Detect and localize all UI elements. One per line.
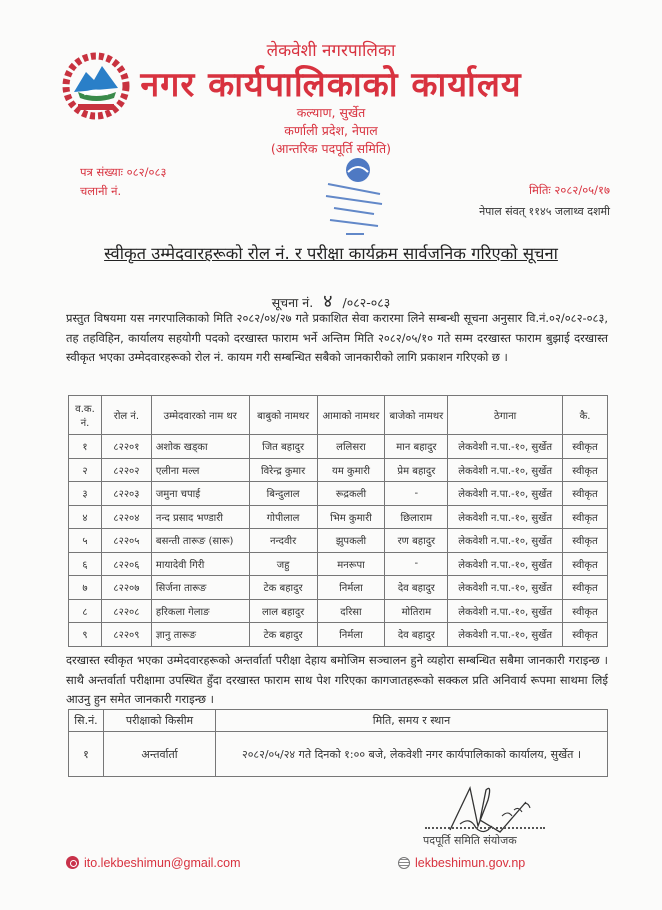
interview-paragraph: दरखास्त स्वीकृत भएका उम्मेदवारहरूको अन्तर्वार्ता परीक्षा देहाय बमोजिम सञ्चालन हुने व्यहोरा सम्बन्धित सबैमा जानकारी गराइन्छ । साथै अन्तर्वार्ता परीक्षामा उपस्थित हुँदा दरखास्त फाराम साथ पेश गरिएका कागजातहरूको सक्कल प्रति अनिवार्य रूपमा साथमा लिई आउनु हुन समेत जानकारी गराइन्छ । xyxy=(66,653,608,706)
col-header-mother: आमाको नामथर xyxy=(317,396,385,435)
col-header-roll: रोल नं. xyxy=(101,396,151,435)
cell-remarks: स्वीकृत xyxy=(562,458,607,482)
cell-serial: ९ xyxy=(69,623,102,647)
notice-subject: स्वीकृत उम्मेदवारहरूको रोल नं. र परीक्षा कार्यक्रम सार्वजनिक गरिएको सूचना xyxy=(104,244,558,263)
exam-type: अन्तर्वार्ता xyxy=(104,732,216,777)
col-header-address: ठेगाना xyxy=(448,396,563,435)
cell-mother-name: भिम कुमारी xyxy=(317,505,385,529)
cell-mother-name: ललिसरा xyxy=(317,435,385,459)
cell-address: लेकवेशी न.पा.-१०, सुर्खेत xyxy=(448,529,563,553)
cell-grandfather-name: छिलाराम xyxy=(385,505,448,529)
cell-candidate-name: हरिकला गेलाङ xyxy=(151,599,249,623)
cell-mother-name: झुपकली xyxy=(317,529,385,553)
office-title: नगर कार्यपालिकाको कार्यालय xyxy=(140,65,522,105)
cell-roll-no: ८२२०२ xyxy=(101,458,151,482)
table-row xyxy=(69,576,608,600)
col-header-father: बाबुको नामथर xyxy=(249,396,317,435)
cell-candidate-name: ज्ञानु तारूङ xyxy=(151,623,249,647)
intro-paragraph: प्रस्तुत विषयमा यस नगरपालिकाको मिति २०८२/०४/२७ गते प्रकाशित सेवा करारमा लिने सम्बन्धी सूचना अनुसार वि.नं.०२/०८२-०८३, तह तहविहिन, कार्यालय सहयोगी पदको दरखास्त फाराम भर्ने अन्तिम मिति २०८२/०५/१० गते सम्म दरखास्त फाराम बुझाई दरखास्त स्वीकृत भएका उम्मेदवारहरूको रोल नं. कायम गरी सम्बन्धित सबैको जानकारीको लागि प्रकाशन गरिएको छ । xyxy=(66,311,608,364)
table-row xyxy=(69,482,608,506)
table-row xyxy=(69,623,608,647)
cell-roll-no: ८२२०१ xyxy=(101,435,151,459)
cell-mother-name: निर्मला xyxy=(317,623,385,647)
exam-schedule-table xyxy=(68,709,608,777)
cell-mother-name: यम कुमारी xyxy=(317,458,385,482)
cell-grandfather-name: रण बहादुर xyxy=(385,529,448,553)
cell-candidate-name: अशोक खड्का xyxy=(151,435,249,459)
cell-grandfather-name: मान बहादुर xyxy=(385,435,448,459)
notice-number-value: ४ xyxy=(323,291,333,312)
exam-datetime-place: २०८२/०५/२४ गते दिनको १:०० बजे, लेकवेशी नगर कार्यपालिकाको कार्यालय, सुर्खेत । xyxy=(216,732,608,777)
cell-remarks: स्वीकृत xyxy=(562,529,607,553)
email-icon xyxy=(66,856,79,869)
nepal-sambat-date: नेपाल संवत् ११४५ जलाथ्व दशमी xyxy=(479,205,610,218)
official-stamp xyxy=(320,150,390,242)
cell-father-name: गोपीलाल xyxy=(249,505,317,529)
col-header-grandfather: बाजेको नामथर xyxy=(385,396,448,435)
cell-serial: ८ xyxy=(69,599,102,623)
col-header-name: उम्मेदवारको नाम थर xyxy=(151,396,249,435)
cell-roll-no: ८२२०६ xyxy=(101,552,151,576)
table-row xyxy=(69,435,608,459)
exam-col-type: परीक्षाको किसीम xyxy=(104,710,216,732)
cell-father-name: जहु xyxy=(249,552,317,576)
cell-mother-name: रूद्रकली xyxy=(317,482,385,506)
cell-serial: ६ xyxy=(69,552,102,576)
col-header-remarks: कै. xyxy=(562,396,607,435)
cell-address: लेकवेशी न.पा.-१०, सुर्खेत xyxy=(448,552,563,576)
candidates-table xyxy=(68,395,608,647)
table-row xyxy=(69,458,608,482)
cell-father-name: लाल बहादुर xyxy=(249,599,317,623)
exam-serial: १ xyxy=(69,732,104,777)
cell-father-name: जित बहादुर xyxy=(249,435,317,459)
globe-icon xyxy=(398,857,410,869)
cell-roll-no: ८२२०९ xyxy=(101,623,151,647)
cell-grandfather-name: देव बहादुर xyxy=(385,576,448,600)
notice-number-suffix: /०८२-०८३ xyxy=(342,295,391,310)
exam-header-row xyxy=(69,710,608,732)
cell-serial: ७ xyxy=(69,576,102,600)
exam-col-serial: सि.नं. xyxy=(69,710,104,732)
cell-father-name: टेक बहादुर xyxy=(249,576,317,600)
cell-father-name: टेक बहादुर xyxy=(249,623,317,647)
notice-number-prefix: सूचना नं. xyxy=(271,295,314,310)
letter-number: पत्र संख्याः ०८२/०८३ xyxy=(80,165,167,179)
cell-mother-name: मनरूपा xyxy=(317,552,385,576)
cell-serial: २ xyxy=(69,458,102,482)
exam-row xyxy=(69,732,608,777)
cell-grandfather-name: - xyxy=(385,552,448,576)
cell-father-name: बिन्दुलाल xyxy=(249,482,317,506)
table-row xyxy=(69,599,608,623)
cell-mother-name: दरिसा xyxy=(317,599,385,623)
cell-serial: ४ xyxy=(69,505,102,529)
cell-candidate-name: नन्द प्रसाद भण्डारी xyxy=(151,505,249,529)
signatory-title: पदपूर्ति समिति संयोजक xyxy=(423,834,517,847)
cell-candidate-name: मायादेवी गिरी xyxy=(151,552,249,576)
cell-roll-no: ८२२०७ xyxy=(101,576,151,600)
cell-address: लेकवेशी न.पा.-१०, सुर्खेत xyxy=(448,623,563,647)
footer-email[interactable] xyxy=(66,856,241,870)
cell-remarks: स्वीकृत xyxy=(562,435,607,459)
email-address[interactable]: ito.lekbeshimun@gmail.com xyxy=(84,856,241,870)
cell-serial: १ xyxy=(69,435,102,459)
cell-grandfather-name: देव बहादुर xyxy=(385,623,448,647)
municipality-name: लेकवेशी नगरपालिका xyxy=(266,41,396,61)
address-line-1: कल्याण, सुर्खेत xyxy=(296,105,366,120)
cell-remarks: स्वीकृत xyxy=(562,482,607,506)
cell-address: लेकवेशी न.पा.-१०, सुर्खेत xyxy=(448,505,563,529)
cell-address: लेकवेशी न.पा.-१०, सुर्खेत xyxy=(448,599,563,623)
cell-remarks: स्वीकृत xyxy=(562,576,607,600)
signature-line xyxy=(425,827,545,829)
table-row xyxy=(69,552,608,576)
committee-name: (आन्तरिक पदपूर्ति समिति) xyxy=(270,141,392,156)
cell-grandfather-name: प्रेम बहादुर xyxy=(385,458,448,482)
footer-website[interactable] xyxy=(398,856,525,870)
date: मितिः २०८२/०५/१७ xyxy=(529,183,610,197)
cell-remarks: स्वीकृत xyxy=(562,623,607,647)
cell-grandfather-name: - xyxy=(385,482,448,506)
cell-grandfather-name: मोतिराम xyxy=(385,599,448,623)
exam-col-datetime-place: मिति, समय र स्थान xyxy=(216,710,608,732)
table-row xyxy=(69,505,608,529)
dispatch-number: चलानी नं. xyxy=(80,184,122,198)
table-row xyxy=(69,529,608,553)
cell-serial: ५ xyxy=(69,529,102,553)
cell-remarks: स्वीकृत xyxy=(562,505,607,529)
cell-address: लेकवेशी न.पा.-१०, सुर्खेत xyxy=(448,435,563,459)
cell-roll-no: ८२२०३ xyxy=(101,482,151,506)
cell-remarks: स्वीकृत xyxy=(562,599,607,623)
cell-remarks: स्वीकृत xyxy=(562,552,607,576)
cell-father-name: विरेन्द्र कुमार xyxy=(249,458,317,482)
cell-address: लेकवेशी न.पा.-१०, सुर्खेत xyxy=(448,458,563,482)
cell-serial: ३ xyxy=(69,482,102,506)
cell-candidate-name: जमुना चपाई xyxy=(151,482,249,506)
cell-father-name: नन्दवीर xyxy=(249,529,317,553)
cell-roll-no: ८२२०५ xyxy=(101,529,151,553)
cell-candidate-name: एलीना मल्ल xyxy=(151,458,249,482)
cell-address: लेकवेशी न.पा.-१०, सुर्खेत xyxy=(448,482,563,506)
col-header-serial: व.क. नं. xyxy=(69,396,102,435)
cell-roll-no: ८२२०८ xyxy=(101,599,151,623)
cell-mother-name: निर्मला xyxy=(317,576,385,600)
address-line-2: कर्णाली प्रदेश, नेपाल xyxy=(284,123,378,138)
cell-candidate-name: सिर्जना तारूङ xyxy=(151,576,249,600)
website-url[interactable]: lekbeshimun.gov.np xyxy=(415,856,526,870)
cell-roll-no: ८२२०४ xyxy=(101,505,151,529)
cell-candidate-name: बसन्ती तारूङ (सारू) xyxy=(151,529,249,553)
cell-address: लेकवेशी न.पा.-१०, सुर्खेत xyxy=(448,576,563,600)
table-header-row xyxy=(69,396,608,435)
